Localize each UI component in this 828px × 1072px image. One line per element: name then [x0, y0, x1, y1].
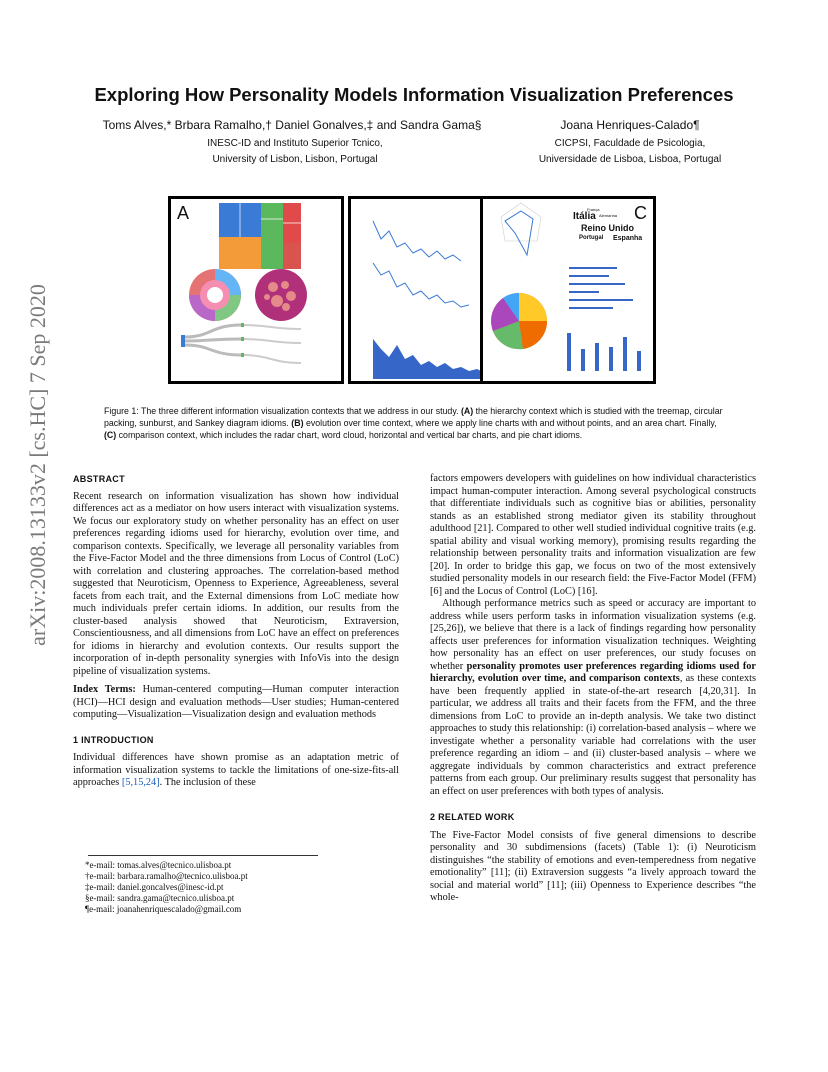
related-work-text: The Five-Factor Model consists of five general dimensions to describe personality and 30 subdimensions (facets) (Table 1): (i) Neuroticism distinguishes “the stability of emotions and even-temperedness from negative emotionality” [11]; (ii) Extraversion suggests “a lively approach toward the social and material world” [11]; (iii) Openness to Experience describes “the whole- — [430, 829, 756, 903]
intro-text — [73, 752, 399, 790]
abstract-text: Recent research on information visualization has shown how individual differences act as a mediator on how users interact with visualization systems. We focus our exploratory study on whether personality has an effect on user preferences regarding idioms used for hierarchy, evolution over time, and comparison contexts. Specifically, we leverage all personality variables from the Five-Factor Model and the three dimensions from Locus of Control (LoC) with correlation and clustering approaches. The correlation-based method suggested that Neuroticism, Openness to Experience, Agreeableness, several facets from each trait, and the External dimensions from LoC mediate how much individuals prefer certain idioms. In addition, our results from the cluster-based analysis showed that Neuroticism, Extraversion, Conscientiousness, and all dimensions from LoC have an effect on preferences for idioms in hierarchy and evolution contexts. Our results support the incorporation of in-depth personality synergies with InfoVis into the design pipeline of visualization systems. — [73, 490, 399, 677]
figure-caption — [104, 405, 724, 441]
authors-left: Toms Alves,* Brbara Ramalho,† Daniel Gonalves,‡ and Sandra Gama§ — [102, 118, 482, 132]
wordcloud-word-2: Alemanha — [599, 213, 618, 218]
caption-c: (C) — [104, 430, 117, 440]
wordcloud-word-4: Reino Unido — [581, 223, 634, 233]
wordcloud-word-1: Itália — [573, 211, 596, 222]
arxiv-stamp: arXiv:2008.13133v2 [cs.HC] 7 Sep 2020 — [25, 284, 50, 646]
footnote-5: ¶e-mail: joanahenriquescalado@gmail.com — [85, 904, 242, 914]
right-p2-bold: personality promotes user preferences regarding idioms used for hierarchy, evolution over time, and comparison contexts — [430, 660, 756, 684]
affiliation-left-2: University of Lisbon, Lisbon, Portugal — [212, 154, 378, 165]
footnote-4: §e-mail: sandra.gama@tecnico.ulisboa.pt — [85, 893, 235, 903]
wordcloud-word-3: França — [587, 207, 600, 212]
intro-text-b: . The inclusion of these — [159, 777, 256, 788]
related-work-heading: 2 RELATED WORK — [430, 812, 515, 822]
intro-heading: 1 INTRODUCTION — [73, 734, 154, 745]
paper-title: Exploring How Personality Models Information Visualization Preferences — [94, 84, 734, 105]
caption-c-text: comparison context, which includes the radar chart, word cloud, horizontal and vertical bar charts, and pie chart idioms. — [116, 430, 583, 440]
footnotes — [85, 860, 385, 915]
caption-a: (A) — [460, 406, 474, 416]
index-terms-text: Human-centered computing—Human computer interaction (HCI)—HCI design and evaluation methods—User studies; Human-centered computing—Visualization—Visualization design and evaluation methods — [73, 684, 399, 720]
panel-label-a: A — [177, 203, 190, 223]
abstract-heading: ABSTRACT — [73, 474, 125, 484]
right-paragraph-2 — [430, 598, 756, 798]
caption-b-text: evolution over time context, where we apply line charts with and without points, and an area chart. Finally, — [303, 418, 717, 428]
hierarchy-idioms-graphic — [171, 199, 341, 381]
intro-citation-link[interactable]: [5,15,24] — [121, 777, 160, 788]
footnote-rule — [88, 855, 318, 856]
index-terms — [73, 684, 399, 722]
wordcloud-word-5: Portugal — [579, 235, 604, 241]
affiliation-right-2: Universidade de Lisboa, Lisboa, Portugal — [538, 154, 722, 165]
footnote-1: *e-mail: tomas.alves@tecnico.ulisboa.pt — [85, 860, 232, 870]
right-p2-a: Although performance metrics such as speed or accuracy are important to address while users perform tasks in information visualization systems (e.g. [25,26]), we believe that there is a lack of findings regarding how personality affects user preferences for information visualization techniques. Weighting how personality has an effect on user preferences, our study focuses on whether — [430, 598, 756, 672]
index-terms-label: Index Terms: — [73, 684, 136, 695]
left-column — [73, 473, 399, 790]
figure-panel-a — [168, 196, 344, 384]
right-column — [430, 473, 756, 905]
caption-lead: Figure 1: The three different information visualization contexts that we address in our study. — [104, 406, 461, 416]
wordcloud-word-6: Espanha — [613, 235, 643, 242]
right-p2-b: , as these contexts have been frequently applied in state-of-the-art research [4,20,31]. In particular, we address all traits and their facets from the FFM, and the three dimensions from LoC to provide an in-depth analysis. We take two distinct approaches to study this relationship: (i) correlation-based analysis – where we investigate whether a personality variable had correlations with the user preference regarding an idiom – and (ii) cluster-based analysis – where we aggregate individuals by common characteristics and extract preference patterns from each group. Our preliminary results suggest that personality has an effect on user preferences with both types of analysis. — [430, 673, 756, 797]
intro-text-a: Individual differences have shown promise as an adaptation metric of information visualization systems to tackle the limitations of one-size-fits-all approaches — [73, 752, 399, 788]
panel-label-c: C — [634, 203, 647, 223]
footnote-2: †e-mail: barbara.ramalho@tecnico.ulisboa.pt — [85, 871, 248, 881]
right-paragraph-1: factors empowers developers with guidelines on how individual characteristics impact human-computer interaction. Among several psychological constructs that differentiate individuals such as cognitive bias or abilities, personality stands as an established strong mediator given its stability throughout adulthood [21]. Compared to other well studied individual cognitive traits (e.g. spatial ability and visual working memory), promising results regarding the relationship between personality traits and information visualization are few [20]. In order to bridge this gap, we focus on two of the most extensively studied personality models in our research field: the Five-Factor Model (FFM) [6] and the Locus of Control (LoC) [16]. — [430, 473, 756, 597]
figure-panel-c — [480, 196, 656, 384]
affiliation-right-1: CICPSI, Faculdade de Psicologia, — [554, 138, 706, 149]
authors-right: Joana Henriques-Calado¶ — [560, 118, 700, 132]
caption-a-text: the hierarchy context which is studied with the treemap, circular packing, sunburst, and Sankey diagram idioms. — [104, 406, 723, 428]
affiliation-left-1: INESC-ID and Instituto Superior Tcnico, — [207, 138, 383, 149]
caption-b: (B) — [291, 418, 304, 428]
footnote-3: ‡e-mail: daniel.goncalves@inesc-id.pt — [85, 882, 224, 892]
